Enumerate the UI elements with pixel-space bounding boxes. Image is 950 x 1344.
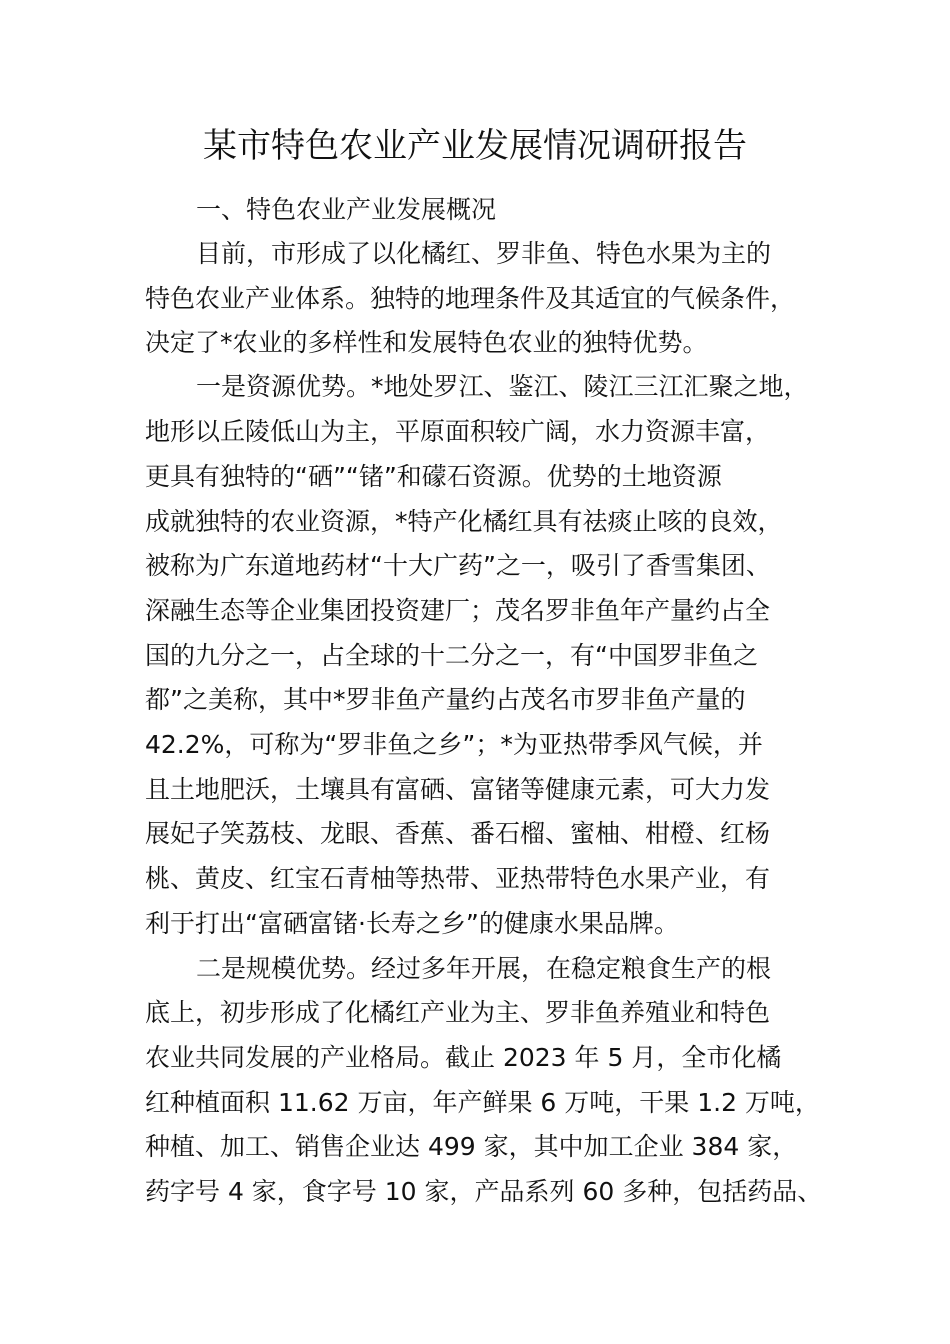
paragraph-line: 更具有独特的“硒”“锗”和礞石资源。优势的土地资源: [145, 462, 722, 491]
paragraph-line: 42.2%，可称为“罗非鱼之乡”；*为亚热带季风气候，并: [145, 730, 763, 759]
paragraph-line: 药字号 4 家，食字号 10 家，产品系列 60 多种，包括药品、: [145, 1177, 823, 1206]
paragraph-line: 深融生态等企业集团投资建厂；茂名罗非鱼年产量约占全: [145, 596, 771, 625]
paragraph-line: 桃、黄皮、红宝石青柚等热带、亚热带特色水果产业，有: [145, 864, 771, 893]
paragraph-line: 都”之美称，其中*罗非鱼产量约占茂名市罗非鱼产量的: [145, 685, 746, 714]
paragraph-line: 特色农业产业体系。独特的地理条件及其适宜的气候条件，: [145, 284, 796, 313]
paragraph-line: 利于打出“富硒富锗·长寿之乡”的健康水果品牌。: [145, 909, 679, 938]
paragraph-line: 地形以丘陵低山为主，平原面积较广阔，水力资源丰富，: [145, 417, 771, 446]
section-heading: 一、特色农业产业发展概况: [196, 195, 497, 224]
paragraph-line: 种植、加工、销售企业达 499 家，其中加工企业 384 家，: [145, 1132, 798, 1161]
paragraph-line: 一是资源优势。*地处罗江、鉴江、陵江三江汇聚之地，: [196, 372, 809, 401]
paragraph-line: 且土地肥沃，土壤具有富硒、富锗等健康元素，可大力发: [145, 775, 771, 804]
paragraph-line: 决定了*农业的多样性和发展特色农业的独特优势。: [145, 328, 708, 357]
paragraph-line: 被称为广东道地药材“十大广药”之一，吸引了香雪集团、: [145, 551, 771, 580]
paragraph-line: 国的九分之一，占全球的十二分之一，有“中国罗非鱼之: [145, 641, 758, 670]
paragraph-line: 展妃子笑荔枝、龙眼、香蕉、番石榴、蜜柚、柑橙、红杨: [145, 819, 771, 848]
paragraph-line: 红种植面积 11.62 万亩，年产鲜果 6 万吨，干果 1.2 万吨，: [145, 1088, 820, 1117]
paragraph-line: 目前，市形成了以化橘红、罗非鱼、特色水果为主的: [196, 239, 772, 268]
paragraph-line: 农业共同发展的产业格局。截止 2023 年 5 月，全市化橘: [145, 1043, 782, 1072]
paragraph-line: 底上，初步形成了化橘红产业为主、罗非鱼养殖业和特色: [145, 998, 771, 1027]
paragraph-line: 成就独特的农业资源，*特产化橘红具有祛痰止咳的良效，: [145, 507, 783, 536]
document-title: 某市特色农业产业发展情况调研报告: [203, 126, 747, 166]
paragraph-line: 二是规模优势。经过多年开展，在稳定粮食生产的根: [196, 954, 772, 983]
